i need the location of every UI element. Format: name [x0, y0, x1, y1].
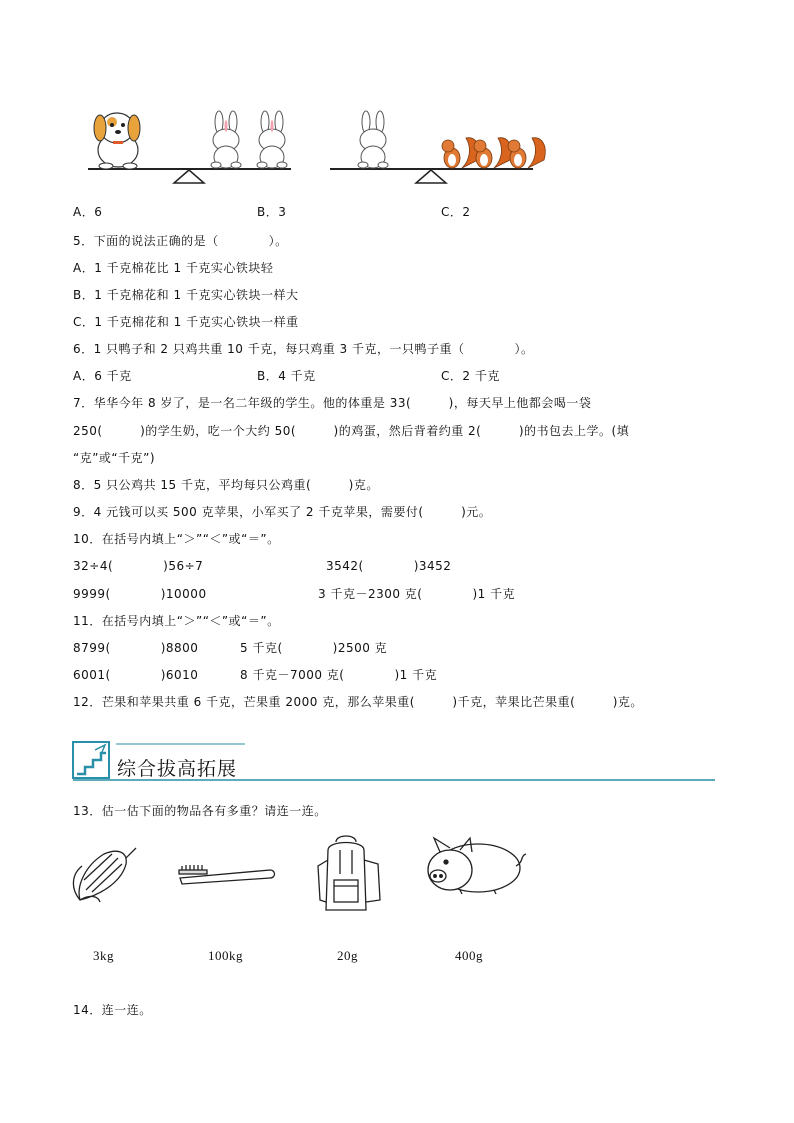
- weight-100kg: 100kg: [208, 948, 243, 963]
- weight-400g: 400g: [455, 948, 483, 963]
- q6-option-b: B．4 千克: [257, 369, 316, 383]
- q6-option-c: C．2 千克: [441, 369, 500, 383]
- squirrel-icon: [442, 138, 479, 168]
- weight-3kg: 3kg: [93, 948, 114, 963]
- q5-option-a: A．1 千克棉花比 1 千克实心铁块轻: [73, 261, 274, 275]
- q4-option-b: B．3: [257, 205, 287, 219]
- squirrel-icon: [508, 138, 545, 168]
- rabbit-icon: [257, 111, 287, 168]
- stairs-icon: [73, 742, 109, 778]
- q11-item-4: 8 千克－7000 克( )1 千克: [240, 668, 438, 682]
- q11-item-1: 8799( )8800: [73, 641, 199, 655]
- q4-option-a: A．6: [73, 205, 103, 219]
- q6-option-a: A．6 千克: [73, 369, 132, 383]
- toothbrush-icon: [179, 865, 275, 884]
- section-title: 综合拔高拓展: [117, 758, 238, 780]
- q10-item-3: 9999( )10000: [73, 587, 207, 601]
- q10-stem: 10．在括号内填上“＞”“＜”或“＝”。: [73, 532, 280, 546]
- q5-option-c: C．1 千克棉花和 1 千克实心铁块一样重: [73, 315, 299, 329]
- rabbit-icon: [358, 111, 388, 168]
- corn-icon: [73, 848, 136, 902]
- q9-stem: 9．4 元钱可以买 500 克苹果，小军买了 2 千克苹果，需要付( )元。: [73, 505, 492, 519]
- q5-stem: 5．下面的说法正确的是（ ）。: [73, 234, 288, 248]
- q14-stem: 14．连一连。: [73, 1003, 152, 1017]
- q10-item-4: 3 千克－2300 克( )1 千克: [318, 587, 516, 601]
- q5-option-b: B．1 千克棉花和 1 千克实心铁块一样大: [73, 288, 299, 302]
- squirrel-icon: [474, 138, 511, 168]
- q7-line3: “克”或“千克”): [73, 451, 156, 465]
- q11-item-2: 5 千克( )2500 克: [240, 641, 388, 655]
- q10-item-1: 32÷4( )56÷7: [73, 559, 204, 573]
- q11-stem: 11．在括号内填上“＞”“＜”或“＝”。: [73, 614, 280, 628]
- q12-stem: 12．芒果和苹果共重 6 千克，芒果重 2000 克，那么苹果重( )千克，苹果比芒果重( )克。: [73, 695, 643, 709]
- rabbit-icon: [211, 111, 241, 168]
- balance-scale-left: [0, 0, 794, 200]
- pig-icon: [428, 838, 526, 894]
- q7-line1: 7．华华今年 8 岁了，是一名二年级的学生。他的体重是 33( )，每天早上他都会喝一袋: [73, 396, 592, 410]
- q13-stem: 13．估一估下面的物品各有多重？请连一连。: [73, 804, 327, 818]
- weight-20g: 20g: [337, 948, 358, 963]
- q8-stem: 8．5 只公鸡共 15 千克，平均每只公鸡重( )克。: [73, 478, 379, 492]
- q7-line2: 250( )的学生奶，吃一个大约 50( )的鸡蛋，然后背着约重 2( )的书包去上学。(填: [73, 424, 630, 438]
- q6-stem: 6．1 只鸭子和 2 只鸡共重 10 千克，每只鸡重 3 千克，一只鸭子重（ ）。: [73, 342, 534, 356]
- q11-item-3: 6001( )6010: [73, 668, 199, 682]
- q13-pictures: [0, 830, 794, 950]
- dog-icon: [94, 113, 140, 169]
- q10-item-2: 3542( )3452: [326, 559, 452, 573]
- backpack-icon: [318, 836, 380, 910]
- q4-option-c: C．2: [441, 205, 471, 219]
